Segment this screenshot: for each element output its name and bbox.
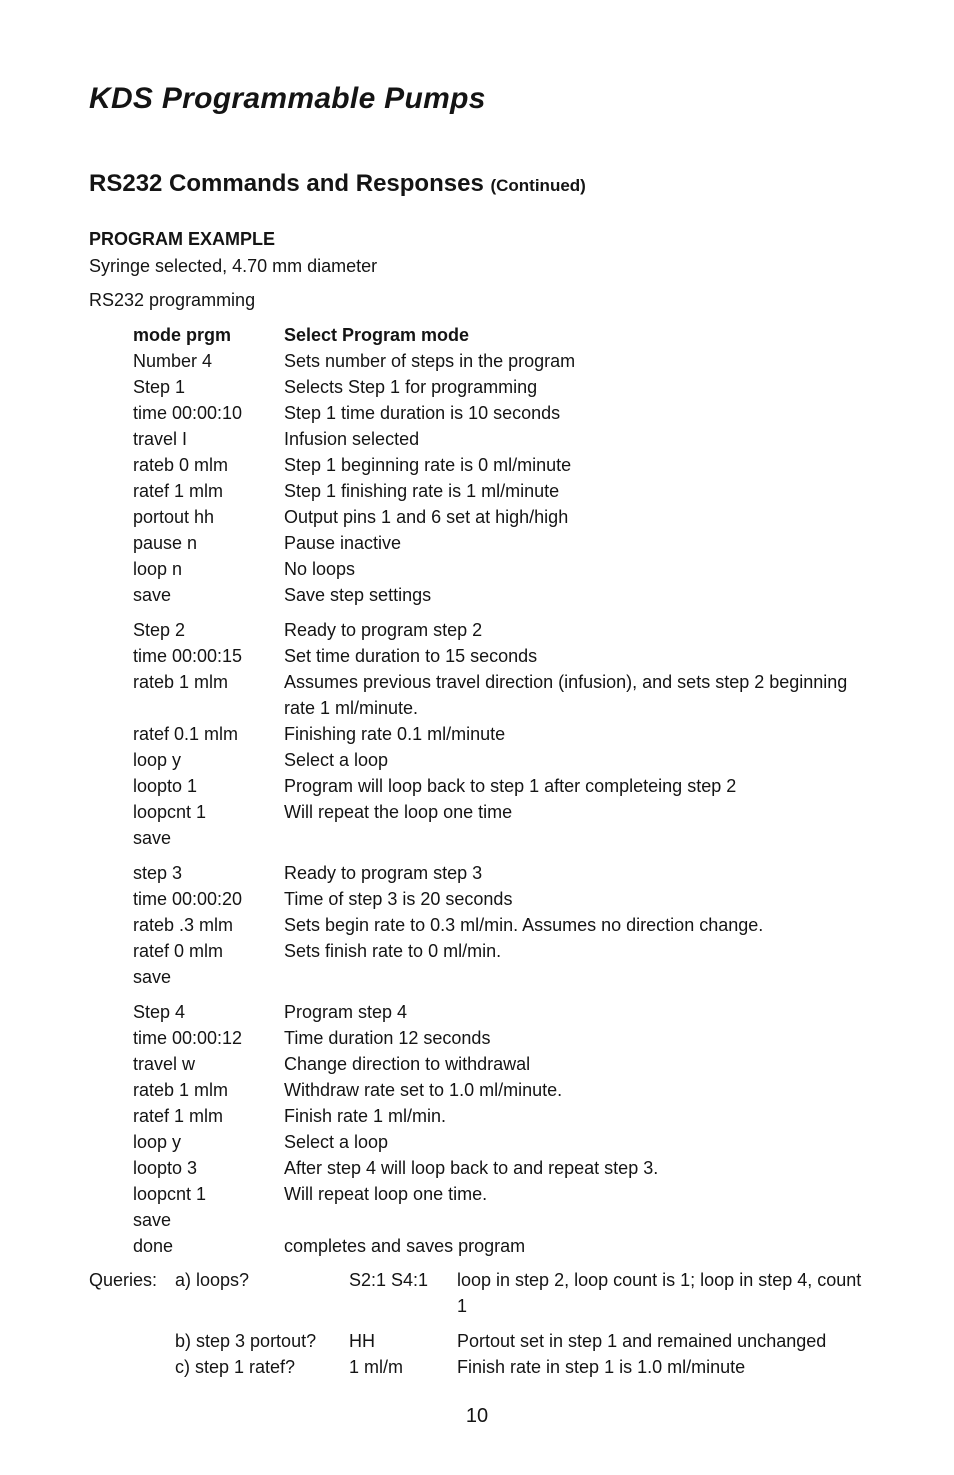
query-text: a) loops? <box>175 1270 250 1290</box>
command-text: ratef 0.1 mlm <box>133 724 239 744</box>
command-text: ratef 1 mlm <box>133 481 224 501</box>
command-description: Selects Step 1 for programming <box>284 377 538 397</box>
command-text: save <box>133 1210 172 1230</box>
command-text: done <box>133 1236 174 1256</box>
command-description: Withdraw rate set to 1.0 ml/minute. <box>284 1080 563 1100</box>
command-text: loopto 3 <box>133 1158 198 1178</box>
command-description: Select a loop <box>284 1132 389 1152</box>
command-description: No loops <box>284 559 356 579</box>
section-heading <box>89 170 586 198</box>
command-text: ratef 0 mlm <box>133 941 224 961</box>
syringe-note: Syringe selected, 4.70 mm diameter <box>89 256 378 276</box>
command-description: Select Program mode <box>284 325 470 345</box>
query-response: HH <box>349 1331 375 1351</box>
command-text: travel I <box>133 429 188 449</box>
page-title: KDS Programmable Pumps <box>89 82 486 115</box>
query-response: 1 ml/m <box>349 1357 403 1377</box>
command-description: After step 4 will loop back to and repeat step 3. <box>284 1158 659 1178</box>
command-description: Sets number of steps in the program <box>284 351 576 371</box>
query-text: b) step 3 portout? <box>175 1331 317 1351</box>
query-description: loop in step 2, loop count is 1; loop in step 4, count 1 <box>457 1270 862 1316</box>
command-description: Select a loop <box>284 750 389 770</box>
command-description: Finishing rate 0.1 ml/minute <box>284 724 506 744</box>
command-description: Program step 4 <box>284 1002 408 1022</box>
command-description: Sets finish rate to 0 ml/min. <box>284 941 502 961</box>
command-text: time 00:00:10 <box>133 403 243 423</box>
command-description: Ready to program step 3 <box>284 863 483 883</box>
command-text: pause n <box>133 533 198 553</box>
command-description: Will repeat loop one time. <box>284 1184 488 1204</box>
command-text: travel w <box>133 1054 196 1074</box>
page-number: 10 <box>465 1405 489 1427</box>
query-text: c) step 1 ratef? <box>175 1357 296 1377</box>
queries-label: Queries: <box>89 1270 158 1290</box>
command-text: save <box>133 828 172 848</box>
command-description: Assumes previous travel direction (infusion), and sets step 2 beginning rate 1 ml/minute. <box>284 672 848 718</box>
command-text: rateb 1 mlm <box>133 1080 229 1100</box>
command-text: portout hh <box>133 507 215 527</box>
command-text: time 00:00:12 <box>133 1028 243 1048</box>
command-text: loopcnt 1 <box>133 802 207 822</box>
command-text: loop y <box>133 1132 182 1152</box>
query-description: Finish rate in step 1 is 1.0 ml/minute <box>457 1357 746 1377</box>
command-description: Set time duration to 15 seconds <box>284 646 538 666</box>
program-example-heading: PROGRAM EXAMPLE <box>89 229 276 249</box>
command-text: Step 1 <box>133 377 186 397</box>
command-description: Step 1 time duration is 10 seconds <box>284 403 561 423</box>
command-description: Save step settings <box>284 585 432 605</box>
command-text: loop n <box>133 559 183 579</box>
command-description: Ready to program step 2 <box>284 620 483 640</box>
command-description: completes and saves program <box>284 1236 526 1256</box>
command-description: Finish rate 1 ml/min. <box>284 1106 447 1126</box>
command-text: time 00:00:15 <box>133 646 243 666</box>
command-description: Time duration 12 seconds <box>284 1028 491 1048</box>
command-text: loopcnt 1 <box>133 1184 207 1204</box>
command-text: rateb 1 mlm <box>133 672 229 692</box>
section-heading-text: RS232 Commands and Responses <box>89 170 484 197</box>
command-description: Pause inactive <box>284 533 402 553</box>
command-description: Will repeat the loop one time <box>284 802 513 822</box>
command-text: Number 4 <box>133 351 213 371</box>
section-continued-note: (Continued) <box>490 176 586 195</box>
command-text: rateb .3 mlm <box>133 915 234 935</box>
command-description: Time of step 3 is 20 seconds <box>284 889 513 909</box>
command-description: Step 1 finishing rate is 1 ml/minute <box>284 481 560 501</box>
command-text: loop y <box>133 750 182 770</box>
command-text: Step 2 <box>133 620 186 640</box>
command-text: save <box>133 585 172 605</box>
command-description: Change direction to withdrawal <box>284 1054 531 1074</box>
command-text: mode prgm <box>133 325 232 345</box>
rs232-programming-label: RS232 programming <box>89 290 256 310</box>
query-description: Portout set in step 1 and remained unchanged <box>457 1331 827 1351</box>
query-response: S2:1 S4:1 <box>349 1270 429 1290</box>
command-description: Program will loop back to step 1 after completeing step 2 <box>284 776 737 796</box>
command-text: loopto 1 <box>133 776 198 796</box>
command-text: step 3 <box>133 863 183 883</box>
command-text: ratef 1 mlm <box>133 1106 224 1126</box>
command-text: rateb 0 mlm <box>133 455 229 475</box>
command-description: Output pins 1 and 6 set at high/high <box>284 507 569 527</box>
command-description: Infusion selected <box>284 429 420 449</box>
command-text: time 00:00:20 <box>133 889 243 909</box>
command-description: Sets begin rate to 0.3 ml/min. Assumes no direction change. <box>284 915 764 935</box>
command-text: save <box>133 967 172 987</box>
command-text: Step 4 <box>133 1002 186 1022</box>
command-description: Step 1 beginning rate is 0 ml/minute <box>284 455 572 475</box>
